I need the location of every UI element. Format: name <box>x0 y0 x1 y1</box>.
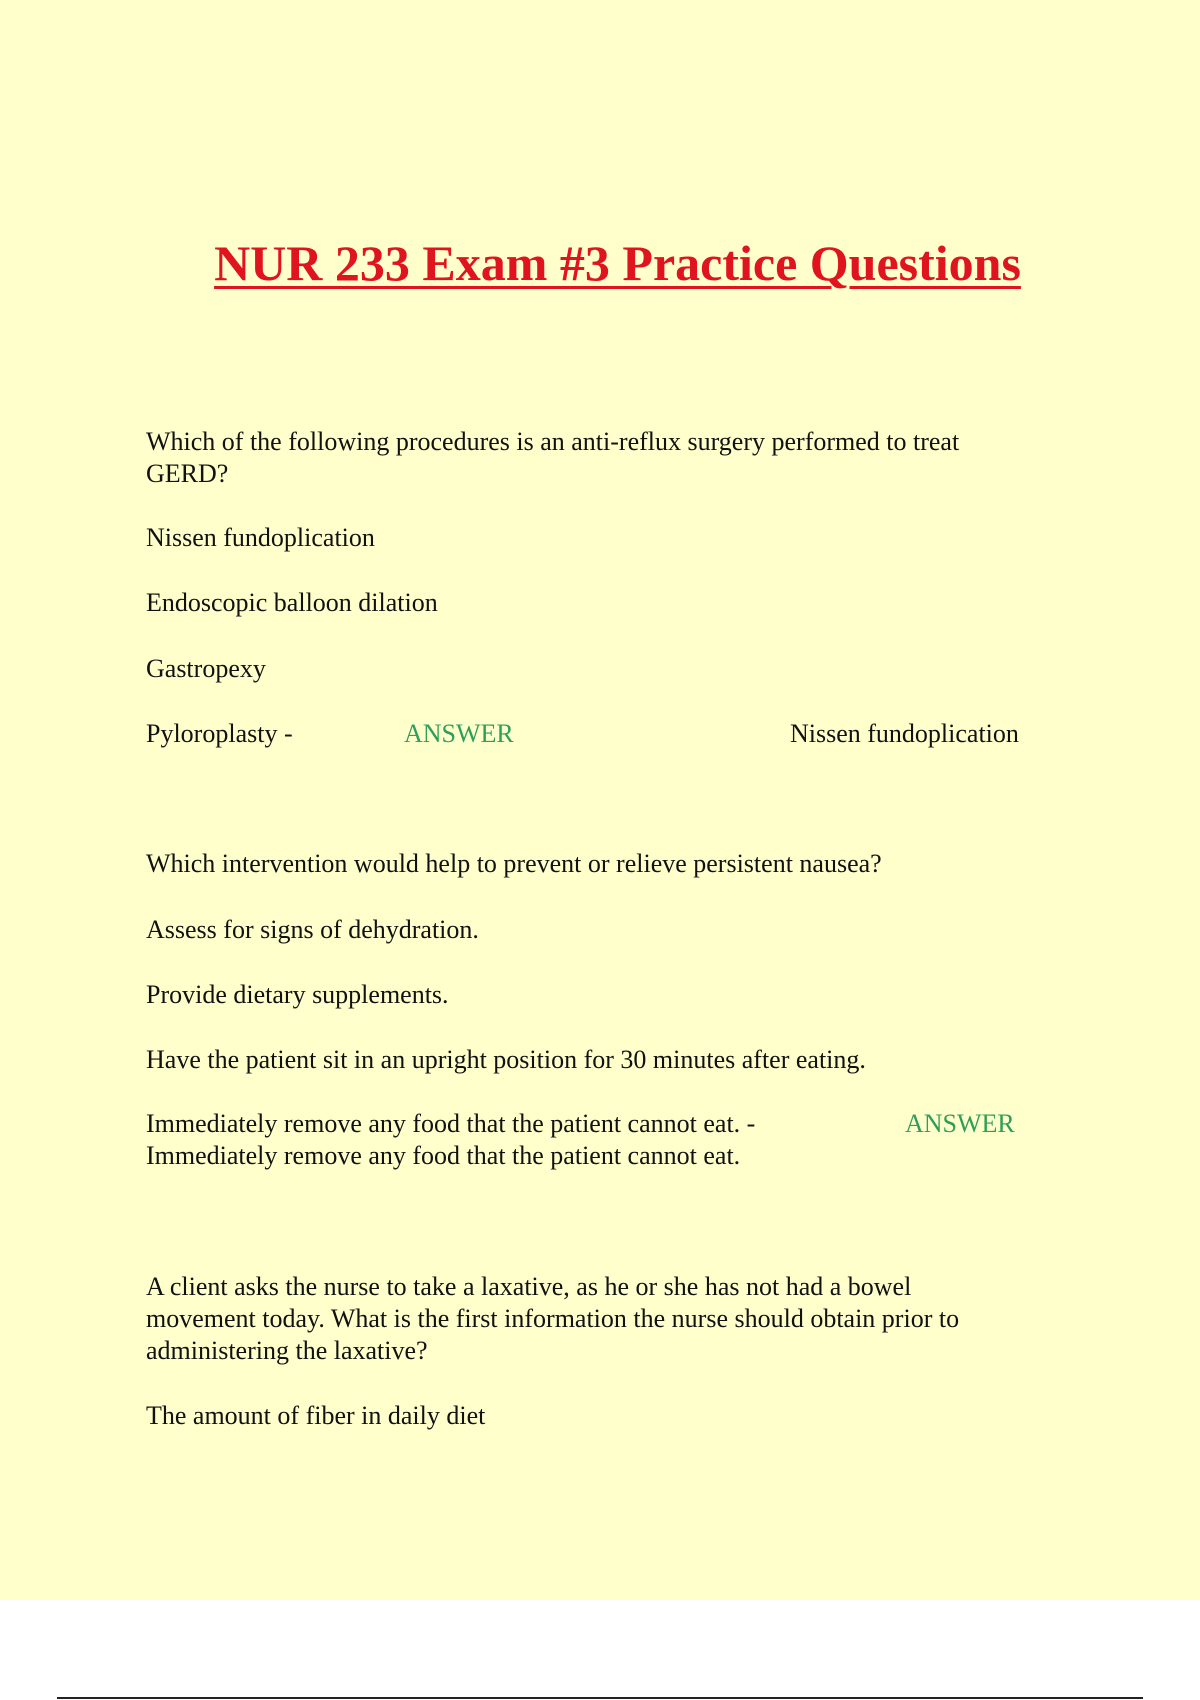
question-1-option-1: Nissen fundoplication <box>146 523 375 552</box>
question-1-option-3: Gastropexy <box>146 654 266 683</box>
question-2-answer-text: Immediately remove any food that the patient cannot eat. <box>146 1141 741 1170</box>
question-3-stem-line-1: A client asks the nurse to take a laxative, as he or she has not had a bowel <box>146 1272 912 1301</box>
question-1-option-4: Pyloroplasty - <box>146 719 293 748</box>
question-2-option-2: Provide dietary supplements. <box>146 980 449 1009</box>
question-1-answer-label: ANSWER <box>404 719 514 748</box>
document-title: NUR 233 Exam #3 Practice Questions <box>214 235 1021 291</box>
question-2-answer-label: ANSWER <box>905 1109 1015 1138</box>
question-2-stem-line-1: Which intervention would help to prevent or relieve persistent nausea? <box>146 849 882 878</box>
question-3-option-1: The amount of fiber in daily diet <box>146 1401 486 1430</box>
question-1-stem-line-2: GERD? <box>146 459 229 488</box>
question-1-option-2: Endoscopic balloon dilation <box>146 588 438 617</box>
question-3-stem-line-2: movement today. What is the first information the nurse should obtain prior to <box>146 1304 960 1333</box>
bottom-divider <box>57 1697 1143 1699</box>
question-3-stem-line-3: administering the laxative? <box>146 1336 428 1365</box>
question-2-option-3: Have the patient sit in an upright position for 30 minutes after eating. <box>146 1045 866 1074</box>
question-1-answer-text: Nissen fundoplication <box>790 719 1019 748</box>
question-2-option-1: Assess for signs of dehydration. <box>146 915 479 944</box>
question-2-option-4: Immediately remove any food that the patient cannot eat. - <box>146 1109 756 1138</box>
question-1-stem-line-1: Which of the following procedures is an anti-reflux surgery performed to treat <box>146 427 960 456</box>
